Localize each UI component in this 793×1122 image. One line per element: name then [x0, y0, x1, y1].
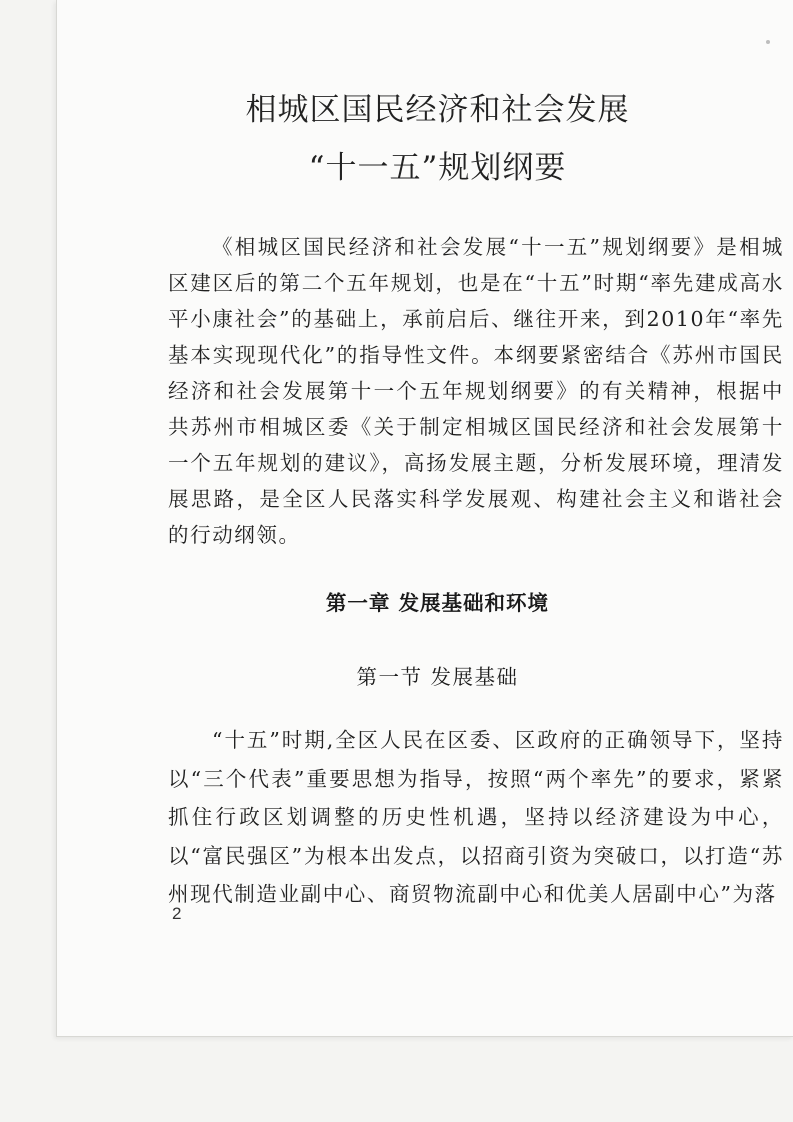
section-heading: 第一节 发展基础 — [356, 665, 519, 689]
document-title-line-2: “十一五”规划纲要 — [308, 150, 567, 186]
document-title-line-1: 相城区国民经济和社会发展 — [245, 92, 630, 128]
intro-paragraph: 《相城区国民经济和社会发展“十一五”规划纲要》是相城区建区后的第二个五年规划，也是在“十五”时期“率先建成高水平小康社会”的基础上，承前启后、继往开来，到2010年“率先基本实现现代化”的指导性文件。本纲要紧密结合《苏州市国民经济和社会发展第十一个五年规划纲要》的有关精神，根据中共苏州市相城区委《关于制定相城区国民经济和社会发展第十一个五年规划的建议》，高扬发展主题，分析发展环境，理清发展思路，是全区人民落实科学发展观、构建社会主义和谐社会的行动纲领。 — [168, 235, 784, 547]
page-number: 2 — [172, 904, 182, 923]
body-paragraph: “十五”时期,全区人民在区委、区政府的正确领导下，坚持以“三个代表”重要思想为指导，按照“两个率先”的要求，紧紧抓住行政区划调整的历史性机遇，坚持以经济建设为中心，以“富民强区”为根本出发点，以招商引资为突破口，以打造“苏州现代制造业副中心、商贸物流副中心和优美人居副中心”为落 — [168, 728, 784, 906]
scan-dot — [766, 40, 770, 44]
chapter-heading: 第一章 发展基础和环境 — [325, 591, 550, 615]
